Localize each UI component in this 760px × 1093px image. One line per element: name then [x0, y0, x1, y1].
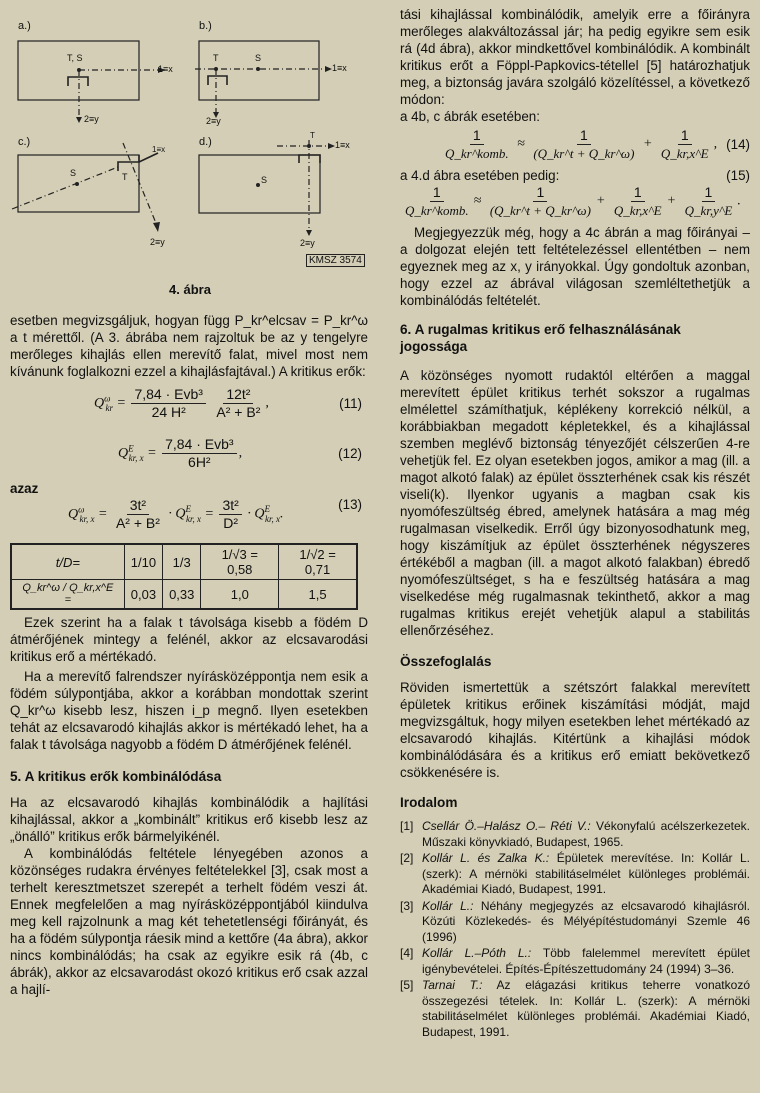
table-cell: t/D= — [11, 544, 124, 580]
table-cell: 1/3 — [163, 544, 201, 580]
eq12-lhs: $Q^E_{kr, x}$ — [118, 443, 144, 463]
table-row — [11, 544, 357, 580]
panel-a-point — [77, 68, 81, 72]
panel-c-axis2-label: 2≡y — [150, 237, 165, 247]
paragraph-kozonseges: A közönséges nyomott rudaktól eltérően a maggal merevített épület kritikus terhét sokszor a rugalmas elmélettel számíthatjuk, képlékeny korrekció nélkül, a korábbiakban megadott képletekkel, és a kihajlással szemben meglévő biztonság tényezőjét célszerűen 4-re vehetjük fel. Ez olyan esetekben jogos, amikor a mag (ill. a magot alkotó falak) az épület összterhének csak kis részét viseli(k). Ilyenkor ugyanis a magban csak kis nyomófeszültség ébred, amelynek hatására a mag még rugalmasan viselkedik. Erről úgy bizonyosodhatunk meg, hogy kiszámítjuk az épület összterhének négyszeres értékéből a magban (ill. a magot alkotó falakban) ébredő nyomófeszültséget, s ha e feszültség hatására a mag viselkedése még rugalmasnak tekinthető, akkor a mag rugalmas kritikus erejét vehetjük alapul a stabilitás ellenőrzéséhez. — [400, 368, 750, 638]
azaz-label: azaz — [10, 481, 39, 496]
reference-list — [400, 819, 750, 1040]
panel-d-axis2-label: 2≡y — [300, 238, 315, 248]
eq14-term1: $\frac{1}{(Q\_kr\^{}t + Q\_kr\^{}\omega)}$ — [533, 127, 635, 161]
panel-c-core — [118, 153, 158, 171]
eq12-frac: $\frac{\text{7,84 · Evb³}}{\text{6H²}}$ — [162, 436, 236, 471]
right-column — [400, 6, 750, 1041]
panel-b-point-t-label: T — [213, 53, 219, 63]
panel-b-axis1-label: 1≡x — [332, 63, 347, 73]
eq11-frac2: $\frac{\text{12t²}}{\text{A² + B²}}$ — [216, 386, 261, 420]
eq14-number: (14) — [726, 137, 750, 152]
panel-d-point-s-label: S — [261, 175, 268, 185]
panel-b-point-t — [214, 67, 218, 71]
eq12-number: (12) — [338, 446, 362, 461]
paragraph-kombinalodik: Ha az elcsavarodó kihajlás kombinálódik a hajlítási kihajlással, akkor a „kombinált” kritikus erő kisebb lesz az „önálló” kritikus erők bármelyikénél. — [10, 795, 368, 844]
equation-15: $\frac{1}{\text{Q\_kr\textasciicircum{}komb.}}$ ≈ $\frac{1}{(Q\_kr\^{}t + Q\_kr\^{}\omega)}$ + $\frac{1}{Q\_kr,x\^{}E}$ + $\frac{1}{Q\_kr,y\^{}E}$ . (15) — [400, 184, 750, 224]
references-heading: Irodalom — [400, 795, 458, 810]
panel-c-label: c.) — [18, 136, 31, 148]
panel-d-label: d.) — [199, 136, 212, 148]
reference-item: [5] Tarnai T.: Az elágazási kritikus teherre vonatkozó összegezési tételek. In: Kollár L. (szerk): A mérnöki stabilitáselmélet különleges problémái. Akadémiai Kiadó, Budapest, 1991. — [400, 978, 750, 1039]
section-6-heading: 6. A rugalmas kritikus erő felhasználásának jogossága — [400, 322, 681, 354]
table-cell: 0,33 — [163, 580, 201, 610]
eq11-lhs: $Q^\omega_{kr}$ — [94, 393, 113, 413]
panel-b-arrow-x — [325, 66, 332, 72]
section-5-heading: 5. A kritikus erők kombinálódása — [10, 769, 222, 784]
eq15-term2: $\frac{1}{Q\_kr,x\^{}E}$ — [613, 184, 662, 218]
paragraph-summary: Röviden ismertettük a szétszórt falakkal merevített épületek kritikus erőinek kiszámítási módját, majd megvizsgáltuk, hogy milyen esetekben lehet mértékadó az elcsavarodó kihajlás. Kitértünk a kihajlási módok kombinálódására és a kritikus erő emiatt bekövetkező csökkenésére is. — [400, 680, 750, 780]
table-cell: 1/√3 = 0,58 — [201, 544, 279, 580]
panel-a-core — [68, 77, 88, 86]
table-cell: 1,0 — [201, 580, 279, 610]
figure-4-drawing — [0, 0, 380, 280]
panel-d-arrow-y — [306, 230, 312, 236]
panel-b-point-s-label: S — [255, 53, 262, 63]
equation-11: $Q^\omega_{kr}$ = $\frac{\text{7,84 · Evb³}}{\text{24 H²}}$ $\frac{\text{12t²}}{\text{A² + B²}}$ , (11) — [94, 386, 362, 420]
figure-stamp: KMSZ 3574 — [306, 254, 365, 267]
paragraph-merevito: Ha a merevítő falrendszer nyírásközéppontja nem esik a födém súlypontjába, akkor a korábban mondottak szerint Q_kr^ω kisebb lesz, hiszen i_p megnő. Ilyen esetekben tehát az elcsavarodó kihajlás akkor is mértékadó lehet, ha a falak t távolsága nagyobb a födém D átmérőjének felénél. — [10, 669, 368, 752]
line-4d: a 4.d ábra esetében pedig: — [400, 168, 560, 183]
panel-a-axis1-label: 1≡x — [158, 64, 173, 74]
reference-item: [2] Kollár L. és Zalka K.: Épületek merevítése. In: Kollár L. (szerk): A mérnöki stabilitáselmélet különleges problémái. Akadémiai Kiadó, Budapest, 1991. — [400, 851, 750, 896]
panel-c-axis-1 — [12, 167, 118, 209]
ratio-table — [10, 543, 358, 610]
reference-item: [3] Kollár L.: Néhány megjegyzés az elcsavarodó kihajlásról. Közúti Közlekedés- és Mélyépítéstudományi Szemle 46 (1996) — [400, 898, 751, 944]
eq15-term3: $\frac{1}{Q\_kr,y\^{}E}$ — [684, 184, 733, 218]
equation-13: $Q^\omega_{kr, x}$ = $\frac{\text{3t²}}{\text{A² + B²}}$ · $Q^E_{kr, x}$ = $\frac{\text{3t²}}{\text{D²}}$ · $Q^E_{kr, x}$. (13) — [68, 497, 362, 531]
panel-d-arrow-x — [328, 143, 335, 149]
eq14-term2: $\frac{1}{Q\_kr,x\^{}E}$ — [660, 127, 709, 161]
table-cell: 1/10 — [124, 544, 162, 580]
equation-12: $Q^E_{kr, x}$ = $\frac{\text{7,84 · Evb³}}{\text{6H²}}$ , (12) — [118, 436, 362, 470]
line-4bc: a 4b, c ábrák esetében: — [400, 109, 540, 124]
paragraph-intro: esetben megvizsgáljuk, hogyan függ P_kr^elcsav = P_kr^ω a t mérettől. (A 3. ábrába nem rajzoltuk be az y tengelyre merőleges kihajlás ellen merevítő falat, mivel most nem kívánunk foglalkozni ezzel a kihajlásfajtával.) A kritikus erők: — [10, 313, 368, 379]
table-row — [11, 580, 357, 610]
table-cell: Q_kr^ω / Q_kr,x^E = — [11, 580, 124, 610]
eq13-frac2: $\frac{\text{3t²}}{\text{D²}}$ — [219, 497, 241, 532]
panel-d-point-t — [307, 144, 311, 148]
eq15-number: (15) — [726, 168, 750, 183]
equation-14: $\frac{1}{\text{Q\_kr\textasciicircum{}komb.}}$ ≈ $\frac{1}{(Q\_kr\^{}t + Q\_kr\^{}\omega)}$ + $\frac{1}{Q\_kr,x\^{}E}$ , (14) — [440, 127, 750, 167]
eq13-frac1: $\frac{\text{3t²}}{\text{A² + B²}}$ — [115, 497, 160, 531]
eq11-frac1: $\frac{\text{7,84 · Evb³}}{\text{24 H²}}$ — [131, 386, 205, 421]
panel-c-point-s-label: S — [70, 168, 77, 178]
panel-c-arrow-y — [153, 222, 160, 232]
panel-b-axis2-label: 2≡y — [206, 116, 221, 126]
left-column — [10, 312, 368, 998]
panel-c-point-s — [75, 182, 79, 186]
eq15-term1: $\frac{1}{(Q\_kr\^{}t + Q\_kr\^{}\omega)}$ — [489, 184, 591, 218]
summary-heading: Összefoglalás — [400, 654, 492, 669]
panel-b-point-s — [256, 67, 260, 71]
table-cell: 0,03 — [124, 580, 162, 610]
panel-b-core — [208, 76, 227, 85]
panel-d-point-t-label: T — [310, 131, 315, 140]
panel-d-point-s — [256, 183, 260, 187]
panel-c-point-t-label: T — [122, 172, 128, 182]
eq13-number: (13) — [338, 497, 362, 512]
reference-item: [4] Kollár L.–Póth L.: Több falelemmel merevített épület igénybevételei. Építés-Építészettudomány 24 (1994) 3–36. — [400, 946, 750, 976]
panel-d-axis1-label: 1≡x — [335, 140, 350, 150]
paragraph-tasi: tási kihajlással kombinálódik, amelyik erre a főirányra merőleges alakváltozással jár; ha pedig egyikre sem esik rá (4d ábra), akkor mindkettővel kombinálódik. A kombinált kritikus erőt a Föppl-Papkovics-tétellel [5] határozhatjuk meg, a biztonság javára szolgáló közelítéssel, a következő módon: — [400, 7, 750, 107]
panel-b-label: b.) — [199, 20, 212, 32]
eq11-number: (11) — [339, 396, 362, 411]
figure-caption: 4. ábra — [169, 282, 211, 297]
panel-a-label: a.) — [18, 20, 31, 32]
paragraph-feltetel: A kombinálódás feltétele lényegében azonos a közönséges rudakra érvényes feltételekkel [3], csak most a terhelt keresztmetszet szerepét a terhelt födém veszi át. Ennek megfelelően a mag nyírásközéppontjából kiindulva meg kell rajzolnunk a mag két tehetetlenségi főirányát, és ha a födém súlypontja ráesik mind a kettőre (4a ábra), akkor nincs kombinálódás; ha csak az egyikre esik rá (4b, c ábrák), akkor az elcsavarodást okozó kritikus erő csak azzal a hajlí- — [10, 846, 368, 997]
paragraph-ezek: Ezek szerint ha a falak t távolsága kisebb a födém D átmérőjének mintegy a felénél, akkor az elcsavarodási kritikus erő a mértékadó. — [10, 615, 368, 664]
figure-4 — [0, 0, 380, 300]
panel-c-axis1-label: 1≡x — [152, 145, 166, 154]
panel-a-arrow-y — [76, 117, 82, 123]
panel-a-axis2-label: 2≡y — [84, 114, 99, 124]
reference-item: [1] Csellár Ö.–Halász O.– Réti V.: Vékonyfalú acélszerkezetek. Műszaki könyvkiadó, Budapest, 1965. — [400, 819, 750, 849]
panel-a-point-label: T, S — [67, 53, 83, 63]
table-cell: 1,5 — [279, 580, 357, 610]
eq14-lhs: $\frac{1}{\text{Q\_kr\textasciicircum{}komb.}}$ — [445, 127, 509, 161]
paragraph-megjegyezzuk: Megjegyezzük még, hogy a 4c ábrán a mag főirányai – a dolgozat elején tett feltételezéssel ellentétben – nem egyeznek meg az x, y irányokkal. Úgy gondoltuk azonban, hogy ezzel az ábrával világosan szemléltethetjük a kombinálódás feltételét. — [400, 225, 750, 308]
eq15-lhs: $\frac{1}{\text{Q\_kr\textasciicircum{}komb.}}$ — [405, 184, 469, 218]
table-cell: 1/√2 = 0,71 — [279, 544, 357, 580]
